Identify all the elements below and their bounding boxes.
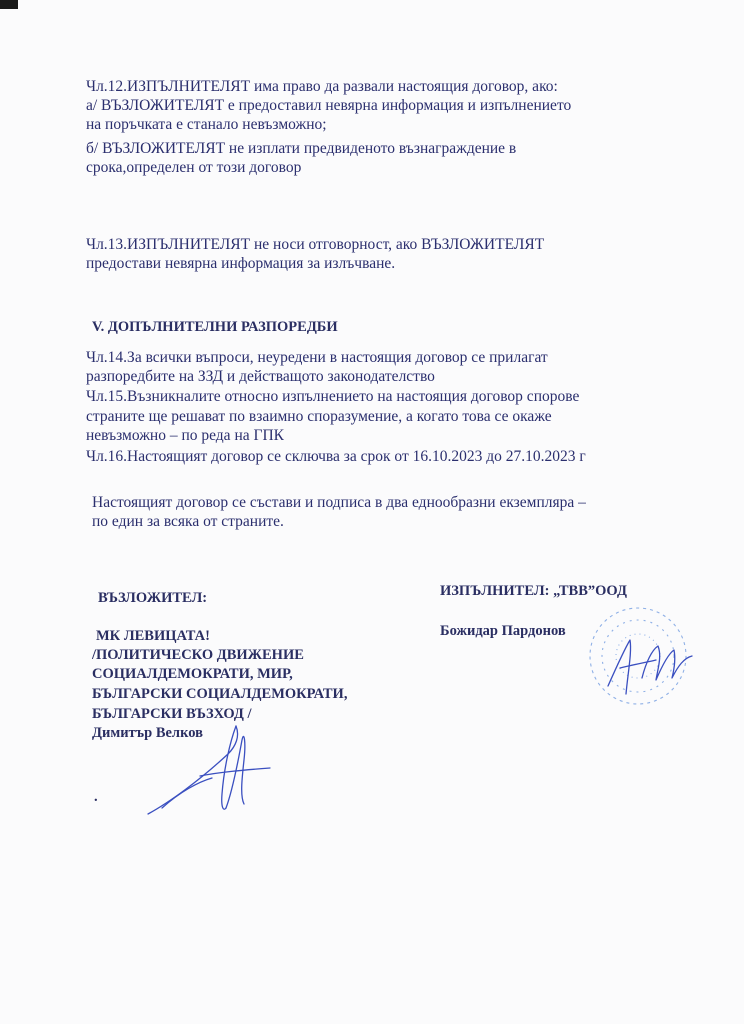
client-name-line4: БЪЛГАРСКИ СОЦИАЛДЕМОКРАТИ, — [92, 686, 348, 702]
clause-12-a-line2: на поръчката е станало невъзможно; — [86, 116, 327, 133]
clause-15-line3: невъзможно – по реда на ГПК — [86, 427, 284, 444]
contractor-signature-icon — [602, 632, 698, 706]
clause-12-b-line1: б/ ВЪЗЛОЖИТЕЛЯТ не изплати предвиденото възнаграждение в — [86, 140, 517, 157]
client-signatory: Димитър Велков — [92, 725, 203, 741]
closing-line1: Настоящият договор се състави и подписа в два еднообразни екземпляра – — [92, 494, 586, 511]
contractor-label: ИЗПЪЛНИТЕЛ: „ТВВ”ООД — [440, 583, 627, 599]
client-name-line1: МК ЛЕВИЦАТА! — [96, 628, 210, 644]
clause-13-line2: предостави невярна информация за излъчване. — [86, 255, 396, 272]
client-name-line5: БЪЛГАРСКИ ВЪЗХОД / — [92, 706, 252, 722]
client-label: ВЪЗЛОЖИТЕЛ: — [98, 590, 208, 606]
clause-15-line2: страните ще решават по взаимно споразумение, а когато това се окаже — [86, 408, 552, 425]
client-name-line2: /ПОЛИТИЧЕСКО ДВИЖЕНИЕ — [92, 647, 304, 663]
client-name-line3: СОЦИАЛДЕМОКРАТИ, МИР, — [92, 666, 293, 682]
clause-12-b-line2: срока,определен от този договор — [86, 159, 302, 176]
clause-16: Чл.16.Настоящият договор се сключва за срок от 16.10.2023 до 27.10.2023 г — [86, 448, 586, 465]
scan-corner-mark — [0, 0, 18, 9]
closing-line2: по един за всяка от страните. — [92, 513, 284, 530]
client-dot: . — [94, 789, 98, 805]
clause-12-a-line1: а/ ВЪЗЛОЖИТЕЛЯТ е предоставил невярна информация и изпълнението — [86, 97, 572, 114]
clause-14-line2: разпоредбите на ЗЗД и действащото законодателство — [86, 368, 435, 385]
clause-14-line1: Чл.14.За всички въпроси, неуредени в настоящия договор се прилагат — [86, 349, 548, 366]
client-signature-icon — [140, 712, 280, 824]
clause-15-line1: Чл.15.Възникналите относно изпълнението на настоящия договор спорове — [86, 388, 580, 405]
clause-13-line1: Чл.13.ИЗПЪЛНИТЕЛЯТ не носи отговорност, ако ВЪЗЛОЖИТЕЛЯТ — [86, 236, 545, 253]
contractor-signatory: Божидар Пардонов — [440, 623, 566, 639]
clause-12-title: Чл.12.ИЗПЪЛНИТЕЛЯТ има право да развали настоящия договор, ако: — [86, 78, 558, 95]
section-v-heading: V. ДОПЪЛНИТЕЛНИ РАЗПОРЕДБИ — [92, 319, 338, 335]
